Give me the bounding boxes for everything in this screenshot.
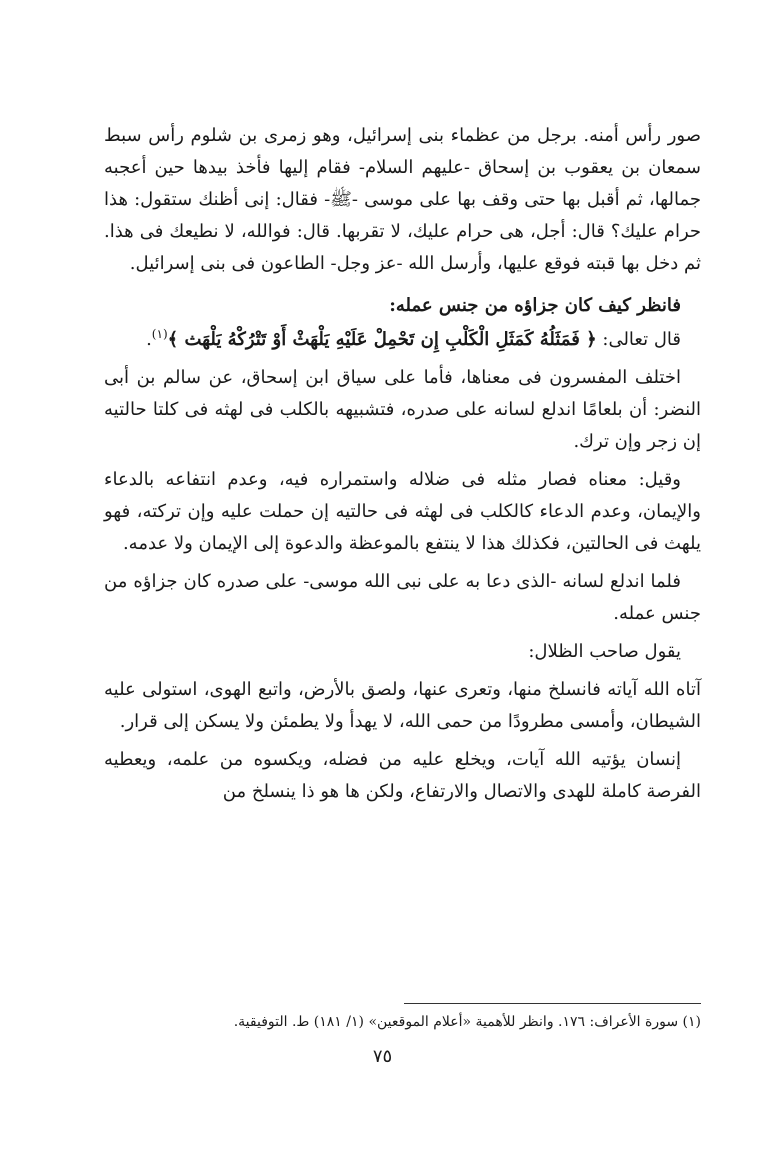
verse-line — [104, 324, 701, 356]
verse-intro: قال تعالى: — [602, 329, 681, 350]
verse-end: . — [146, 329, 152, 350]
paragraph-7: إنسان يؤتيه الله آيات، ويخلع عليه من فضله، ويكسوه من علمه، ويعطيه الفرصة كاملة للهدى والاتصال والارتفاع، ولكن ها هو ذا ينسلخ من — [104, 749, 701, 802]
main-text-column — [104, 120, 701, 808]
footnote-divider — [404, 1003, 701, 1004]
section-heading: فانظر كيف كان جزاؤه من جنس عمله: — [389, 295, 681, 316]
page-number: ٧٥ — [372, 1046, 393, 1067]
quran-verse: ﴿ فَمَثَلُهُ كَمَثَلِ الْكَلْبِ إِن تَحْمِلْ عَلَيْهِ يَلْهَثْ أَوْ تَتْرُكْهُ يَلْهَث ﴾ — [167, 329, 597, 350]
paragraph-4: فلما اندلع لسانه -الذى دعا به على نبى الله موسى- على صدره كان جزاؤه من جنس عمله. — [104, 571, 701, 624]
paragraph-5: يقول صاحب الظلال: — [528, 641, 681, 662]
paragraph-3: وقيل: معناه فصار مثله فى ضلاله واستمراره فيه، وعدم انتفاعه بالدعاء والإيمان، وعدم الدعاء كالكلب فى لهثه فى حالتيه إن حملت عليه وإن تركته، فهو يلهث فى الحالتين، فكذلك هذا لا ينتفع بالموعظة والدعوة إلى الإيمان ولا عدمه. — [104, 469, 701, 554]
paragraph-2: اختلف المفسرون فى معناها، فأما على سياق ابن إسحاق، عن سالم بن أبى النضر: أن بلعامًا اندلع لسانه على صدره، فتشبيهه بالكلب فى لهثه فى كلتا حالتيه إن زجر وإن ترك. — [104, 367, 701, 452]
footnote: (١) سورة الأعراف: ١٧٦. وانظر للأهمية «أعلام الموقعين» (١/ ١٨١) ط. التوفيقية. — [233, 1014, 701, 1030]
footnote-ref: (١) — [151, 327, 168, 341]
paragraph-1: صور رأس أمنه. برجل من عظماء بنى إسرائيل، وهو زمرى بن شلوم رأس سبط سمعان بن يعقوب بن إسحاق -عليهم السلام- فقام إليها فأخذ بيدها حين أعجبه جمالها، ثم أقبل بها حتى وقف بها على موسى -ﷺ- فقال: إنى أظنك ستقول: هذا حرام عليك؟ قال: أجل، هى حرام عليك، لا تقربها. قال: فوالله، لا نطيعك فى هذا. ثم دخل بها قبته فوقع عليها، وأرسل الله -عز وجل- الطاعون فى بنى إسرائيل. — [104, 125, 701, 274]
paragraph-6: آتاه الله آياته فانسلخ منها، وتعرى عنها، ولصق بالأرض، واتبع الهوى، استولى عليه الشيطان، وأمسى مطرودًا من حمى الله، لا يهدأ ولا يطمئن ولا يسكن إلى قرار. — [104, 679, 701, 732]
